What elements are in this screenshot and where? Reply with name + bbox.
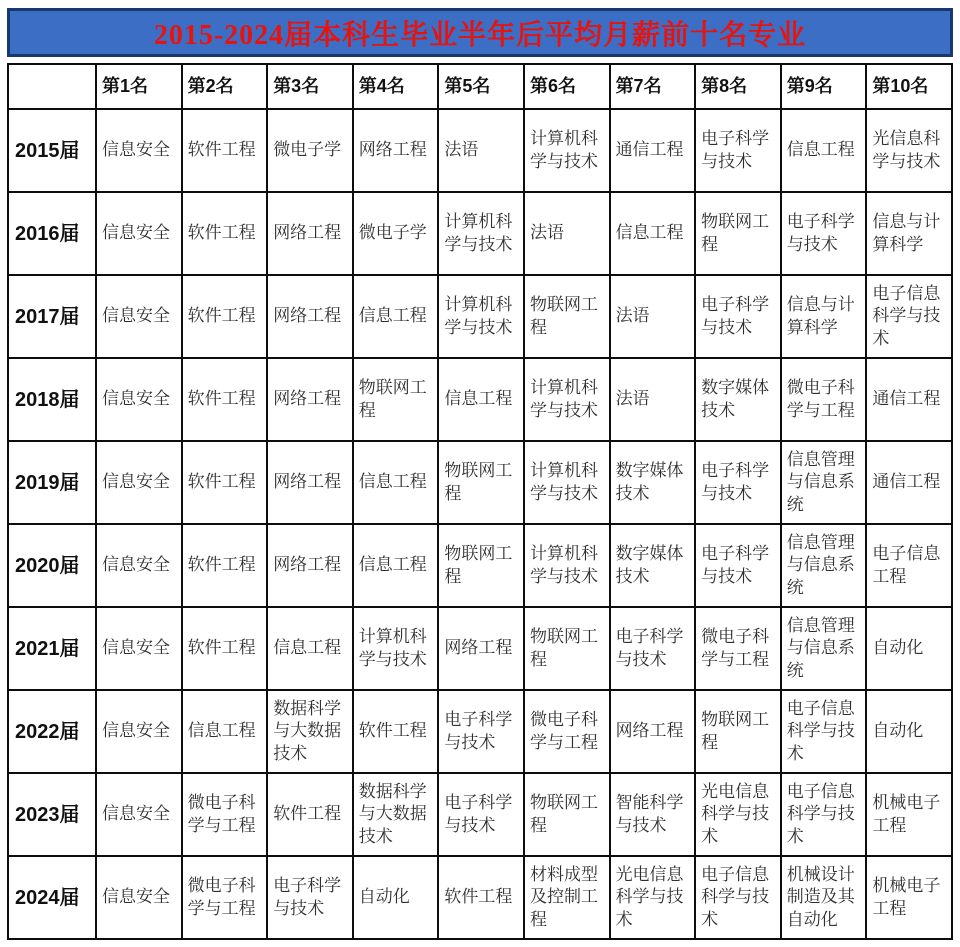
major-cell: 信息工程	[438, 358, 524, 441]
major-cell: 通信工程	[866, 441, 952, 524]
major-cell: 计算机科学与技术	[524, 109, 610, 192]
major-cell: 网络工程	[267, 358, 353, 441]
major-cell: 物联网工程	[438, 441, 524, 524]
major-cell: 网络工程	[267, 275, 353, 358]
row-label: 2023届	[8, 773, 96, 856]
table-row	[8, 524, 952, 607]
major-cell: 机械电子工程	[866, 856, 952, 939]
table-body	[8, 109, 952, 939]
major-cell: 微电子科学与工程	[182, 856, 268, 939]
major-cell: 计算机科学与技术	[438, 192, 524, 275]
page-title: 2015-2024届本科生毕业半年后平均月薪前十名专业	[153, 19, 807, 51]
major-cell: 电子信息科学与技术	[695, 856, 781, 939]
major-cell: 电子信息科学与技术	[781, 690, 867, 773]
major-cell: 信息安全	[96, 690, 182, 773]
major-cell: 软件工程	[182, 524, 268, 607]
table-row	[8, 856, 952, 939]
major-cell: 机械电子工程	[866, 773, 952, 856]
header-row	[8, 64, 952, 109]
major-cell: 软件工程	[438, 856, 524, 939]
major-cell: 法语	[610, 358, 696, 441]
table-row	[8, 275, 952, 358]
major-cell: 计算机科学与技术	[438, 275, 524, 358]
major-cell: 电子科学与技术	[695, 524, 781, 607]
major-cell: 信息安全	[96, 275, 182, 358]
major-cell: 电子科学与技术	[438, 773, 524, 856]
row-label: 2018届	[8, 358, 96, 441]
major-cell: 信息安全	[96, 773, 182, 856]
major-cell: 信息安全	[96, 607, 182, 690]
major-cell: 法语	[524, 192, 610, 275]
rank-header: 第8名	[695, 64, 781, 109]
major-cell: 微电子科学与工程	[524, 690, 610, 773]
major-cell: 网络工程	[353, 109, 439, 192]
table-row	[8, 773, 952, 856]
rank-header: 第9名	[781, 64, 867, 109]
major-cell: 智能科学与技术	[610, 773, 696, 856]
major-cell: 通信工程	[610, 109, 696, 192]
row-label: 2020届	[8, 524, 96, 607]
row-label: 2019届	[8, 441, 96, 524]
major-cell: 计算机科学与技术	[524, 358, 610, 441]
major-cell: 自动化	[866, 690, 952, 773]
major-cell: 光电信息科学与技术	[695, 773, 781, 856]
major-cell: 信息工程	[182, 690, 268, 773]
major-cell: 自动化	[353, 856, 439, 939]
major-cell: 软件工程	[182, 441, 268, 524]
table-row	[8, 358, 952, 441]
rank-header: 第5名	[438, 64, 524, 109]
major-cell: 数字媒体技术	[695, 358, 781, 441]
major-cell: 物联网工程	[438, 524, 524, 607]
major-cell: 信息工程	[267, 607, 353, 690]
major-cell: 电子科学与技术	[267, 856, 353, 939]
major-cell: 信息工程	[353, 524, 439, 607]
row-label: 2017届	[8, 275, 96, 358]
major-cell: 光信息科学与技术	[866, 109, 952, 192]
major-cell: 物联网工程	[524, 773, 610, 856]
major-cell: 微电子科学与工程	[781, 358, 867, 441]
major-cell: 网络工程	[267, 192, 353, 275]
major-cell: 信息安全	[96, 524, 182, 607]
major-cell: 信息与计算科学	[781, 275, 867, 358]
major-cell: 物联网工程	[524, 275, 610, 358]
major-cell: 微电子学	[353, 192, 439, 275]
row-label: 2024届	[8, 856, 96, 939]
major-cell: 物联网工程	[353, 358, 439, 441]
major-cell: 微电子学	[267, 109, 353, 192]
major-cell: 电子科学与技术	[695, 441, 781, 524]
major-cell: 信息安全	[96, 109, 182, 192]
major-cell: 电子信息科学与技术	[866, 275, 952, 358]
major-cell: 信息管理与信息系统	[781, 607, 867, 690]
major-cell: 信息安全	[96, 192, 182, 275]
major-cell: 电子科学与技术	[695, 109, 781, 192]
major-cell: 微电子科学与工程	[695, 607, 781, 690]
major-cell: 软件工程	[182, 192, 268, 275]
major-cell: 物联网工程	[695, 192, 781, 275]
major-cell: 网络工程	[610, 690, 696, 773]
major-cell: 网络工程	[267, 524, 353, 607]
major-cell: 信息安全	[96, 358, 182, 441]
table-row	[8, 192, 952, 275]
major-cell: 电子科学与技术	[610, 607, 696, 690]
major-cell: 电子信息科学与技术	[781, 773, 867, 856]
major-cell: 数据科学与大数据技术	[267, 690, 353, 773]
major-cell: 网络工程	[267, 441, 353, 524]
row-label: 2015届	[8, 109, 96, 192]
major-cell: 电子信息工程	[866, 524, 952, 607]
corner-cell	[8, 64, 96, 109]
salary-rank-table	[7, 63, 953, 940]
major-cell: 机械设计制造及其自动化	[781, 856, 867, 939]
major-cell: 数字媒体技术	[610, 441, 696, 524]
major-cell: 数据科学与大数据技术	[353, 773, 439, 856]
table-row	[8, 109, 952, 192]
table-row	[8, 441, 952, 524]
rank-header: 第2名	[182, 64, 268, 109]
row-label: 2016届	[8, 192, 96, 275]
major-cell: 软件工程	[182, 607, 268, 690]
major-cell: 信息管理与信息系统	[781, 524, 867, 607]
major-cell: 计算机科学与技术	[353, 607, 439, 690]
major-cell: 信息安全	[96, 856, 182, 939]
rank-header: 第4名	[353, 64, 439, 109]
major-cell: 软件工程	[182, 109, 268, 192]
major-cell: 软件工程	[353, 690, 439, 773]
major-cell: 法语	[610, 275, 696, 358]
major-cell: 自动化	[866, 607, 952, 690]
major-cell: 物联网工程	[695, 690, 781, 773]
row-label: 2022届	[8, 690, 96, 773]
major-cell: 软件工程	[182, 275, 268, 358]
major-cell: 法语	[438, 109, 524, 192]
rank-header: 第3名	[267, 64, 353, 109]
major-cell: 电子科学与技术	[438, 690, 524, 773]
row-label: 2021届	[8, 607, 96, 690]
major-cell: 物联网工程	[524, 607, 610, 690]
major-cell: 网络工程	[438, 607, 524, 690]
major-cell: 信息工程	[781, 109, 867, 192]
major-cell: 信息管理与信息系统	[781, 441, 867, 524]
rank-header: 第7名	[610, 64, 696, 109]
major-cell: 信息工程	[353, 275, 439, 358]
major-cell: 电子科学与技术	[781, 192, 867, 275]
major-cell: 计算机科学与技术	[524, 524, 610, 607]
table-row	[8, 690, 952, 773]
table-header	[8, 64, 952, 109]
major-cell: 信息工程	[353, 441, 439, 524]
rank-header: 第10名	[866, 64, 952, 109]
title-bar	[7, 8, 953, 57]
major-cell: 材料成型及控制工程	[524, 856, 610, 939]
major-cell: 光电信息科学与技术	[610, 856, 696, 939]
rank-header: 第1名	[96, 64, 182, 109]
major-cell: 信息安全	[96, 441, 182, 524]
major-cell: 信息与计算科学	[866, 192, 952, 275]
major-cell: 数字媒体技术	[610, 524, 696, 607]
major-cell: 计算机科学与技术	[524, 441, 610, 524]
major-cell: 通信工程	[866, 358, 952, 441]
major-cell: 信息工程	[610, 192, 696, 275]
rank-header: 第6名	[524, 64, 610, 109]
major-cell: 软件工程	[182, 358, 268, 441]
major-cell: 软件工程	[267, 773, 353, 856]
major-cell: 微电子科学与工程	[182, 773, 268, 856]
major-cell: 电子科学与技术	[695, 275, 781, 358]
table-row	[8, 607, 952, 690]
